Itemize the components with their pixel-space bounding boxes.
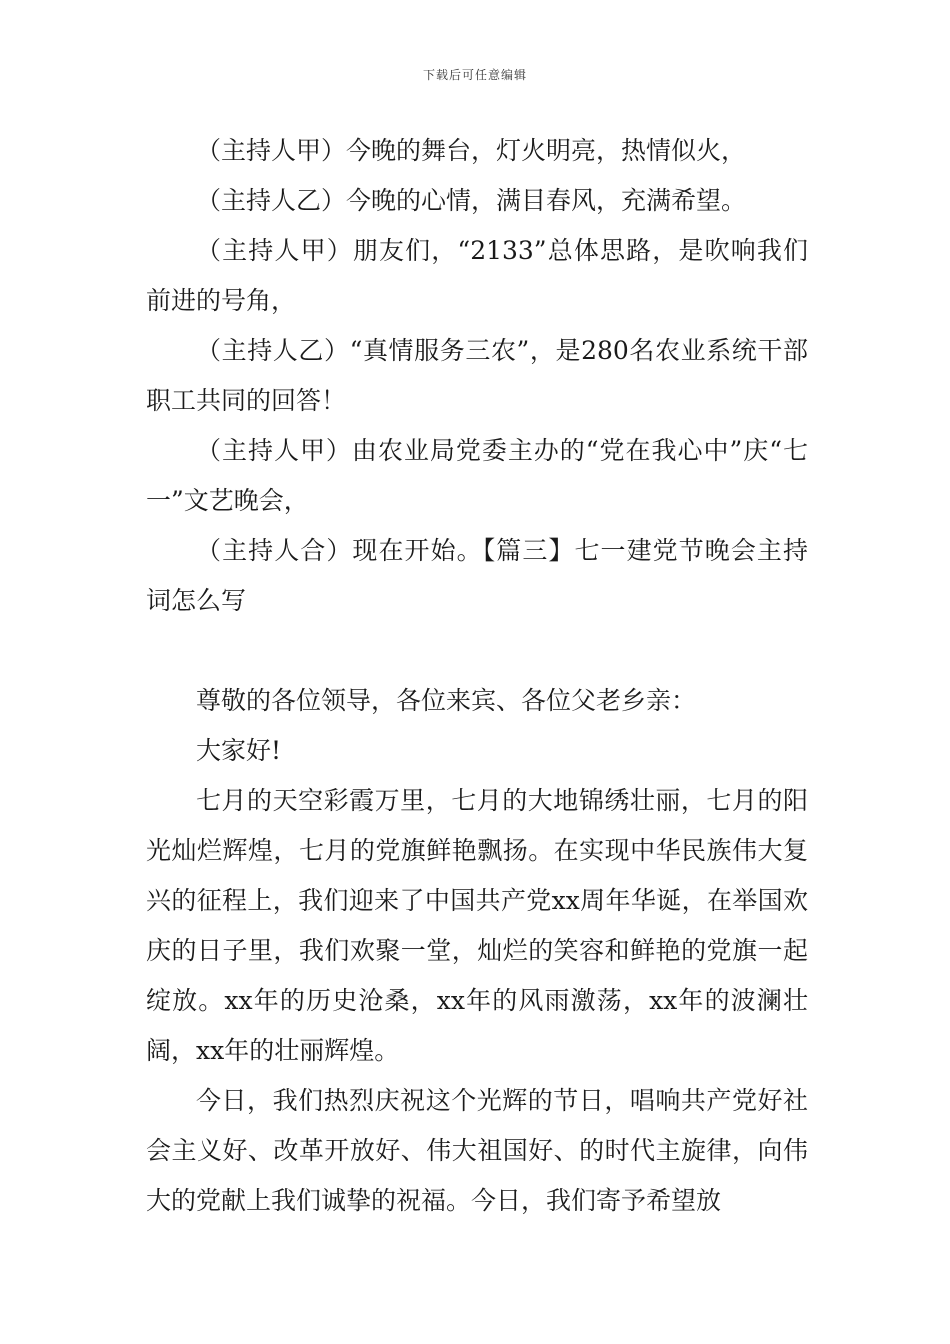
page-header: 下载后可任意编辑 bbox=[422, 68, 527, 82]
paragraph: （主持人甲）朋友们，“2133”总体思路，是吹响我们前进的号角， bbox=[146, 236, 808, 315]
paragraph: （主持人甲）今晚的舞台，灯火明亮，热情似火， bbox=[196, 136, 747, 165]
paragraph: （主持人乙）今晚的心情，满目春风，充满希望。 bbox=[196, 186, 747, 215]
paragraph: 今日，我们热烈庆祝这个光辉的节日，唱响共产党好社会主义好、改革开放好、伟大祖国好、的时代主旋律，向伟大的党献上我们诚挚的祝福。今日，我们寄予希望放 bbox=[146, 1086, 808, 1215]
document-body bbox=[146, 126, 808, 1226]
greeting: 大家好! bbox=[196, 736, 282, 765]
paragraph-gap bbox=[146, 626, 808, 676]
salutation: 尊敬的各位领导，各位来宾、各位父老乡亲： bbox=[196, 686, 697, 715]
paragraph: 七月的天空彩霞万里，七月的大地锦绣壮丽，七月的阳光灿烂辉煌，七月的党旗鲜艳飘扬。在实现中华民族伟大复兴的征程上，我们迎来了中国共产党xx周年华诞，在举国欢庆的日子里，我们欢聚一堂，灿烂的笑容和鲜艳的党旗一起绽放。xx年的历史沧桑，xx年的风雨激荡，xx年的波澜壮阔，xx年的壮丽辉煌。 bbox=[146, 786, 808, 1065]
paragraph: （主持人乙）“真情服务三农”，是280名农业系统干部职工共同的回答！ bbox=[146, 336, 808, 415]
paragraph: （主持人合）现在开始。【篇三】七一建党节晚会主持词怎么写 bbox=[146, 536, 808, 615]
paragraph: （主持人甲）由农业局党委主办的“党在我心中”庆“七一”文艺晚会， bbox=[146, 436, 808, 515]
